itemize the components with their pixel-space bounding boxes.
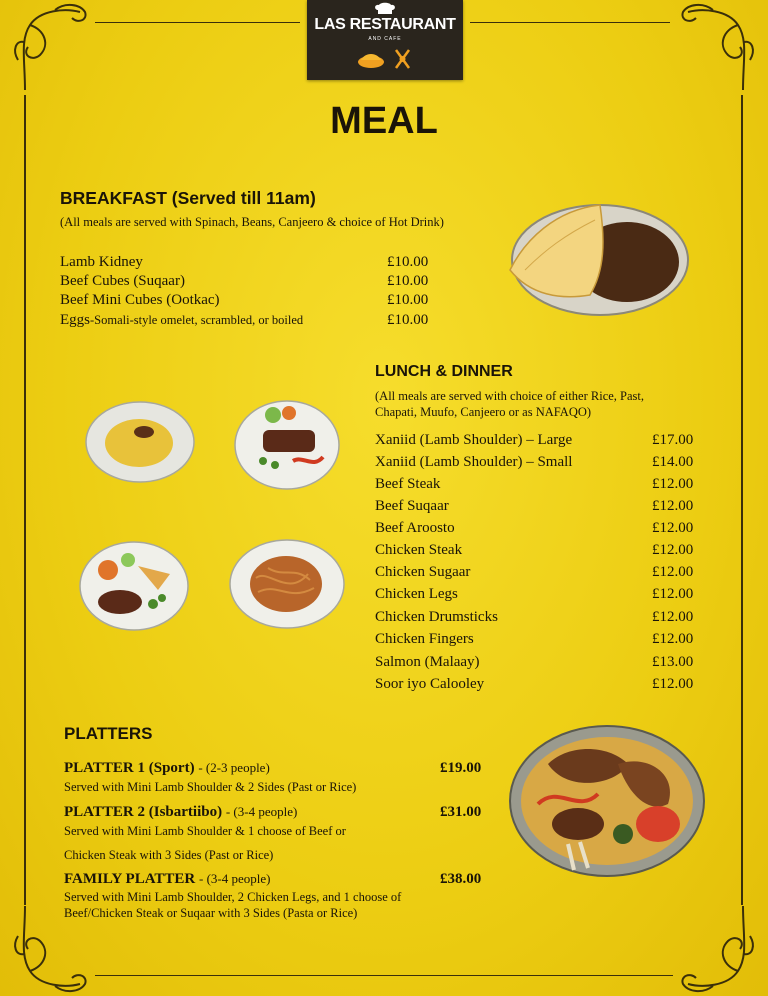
item-price: £12.00 xyxy=(652,586,694,602)
breakfast-dish-image xyxy=(505,200,690,318)
logo-subtitle: AND CAFE xyxy=(368,36,402,42)
corner-flourish-top-right-icon xyxy=(668,0,758,90)
lunch-item xyxy=(375,609,700,626)
breakfast-heading: BREAKFAST (Served till 11am) xyxy=(60,188,316,208)
platter-title xyxy=(64,871,270,888)
item-name: Soor iyo Calooley xyxy=(375,676,485,692)
lunch-item xyxy=(375,454,700,471)
frame-top-line-right xyxy=(470,22,670,23)
item-name: Xaniid (Lamb Shoulder) – Large xyxy=(375,432,573,448)
item-price: £10.00 xyxy=(387,292,429,308)
frame-top-line-left xyxy=(95,22,300,23)
lunch-item xyxy=(375,654,700,671)
breakfast-item xyxy=(60,273,435,290)
platter-price: £19.00 xyxy=(440,760,482,776)
frame-bottom-line xyxy=(95,975,673,976)
lunch-item xyxy=(375,542,700,559)
item-price: £12.00 xyxy=(652,609,694,625)
item-price: £17.00 xyxy=(652,432,694,448)
logo-name: LAS RESTAURANT xyxy=(314,16,456,33)
item-price: £12.00 xyxy=(652,476,694,492)
breakfast-item xyxy=(60,312,435,329)
item-price: £12.00 xyxy=(652,542,694,558)
breakfast-item xyxy=(60,254,435,271)
frame-left-line xyxy=(24,95,26,905)
platter-description: Served with Mini Lamb Shoulder, 2 Chicken Legs, and 1 choose of Beef/Chicken Steak or Suqaar with 3 Sides (Pasta or Rice) xyxy=(64,890,402,920)
lunch-item xyxy=(375,476,700,493)
item-price: £10.00 xyxy=(387,312,429,328)
breakfast-item xyxy=(60,292,435,309)
platter-title xyxy=(64,760,270,777)
lunch-item xyxy=(375,564,700,581)
item-price: £12.00 xyxy=(652,676,694,692)
food-utensils-icon xyxy=(351,46,421,72)
item-name: Lamb Kidney xyxy=(60,254,143,270)
page-title: MEAL xyxy=(330,100,438,142)
item-name: Beef Suqaar xyxy=(375,498,449,514)
restaurant-logo xyxy=(307,0,463,80)
item-name: Chicken Drumsticks xyxy=(375,609,498,625)
item-detail: -Somali-style omelet, scrambled, or boiled xyxy=(90,313,304,327)
spaghetti-dish-image xyxy=(228,538,346,630)
item-price: £12.00 xyxy=(652,631,694,647)
platter-price: £31.00 xyxy=(440,804,482,820)
item-name: Beef Cubes (Suqaar) xyxy=(60,273,185,289)
frame-right-line xyxy=(741,95,743,905)
platter-name: PLATTER 2 (Isbartiibo) xyxy=(64,804,223,820)
platters-heading: PLATTERS xyxy=(64,724,153,743)
platter-name: FAMILY PLATTER xyxy=(64,871,196,887)
corner-flourish-bottom-right-icon xyxy=(668,906,758,996)
lunch-note: (All meals are served with choice of either Rice, Past, Chapati, Muufo, Canjeero or as NAFAQO) xyxy=(375,389,645,419)
item-name: Beef Aroosto xyxy=(375,520,455,536)
lunch-item xyxy=(375,631,700,648)
item-price: £10.00 xyxy=(387,273,429,289)
platter-description: Served with Mini Lamb Shoulder & 1 choose of Beef or xyxy=(64,824,346,838)
item-price: £12.00 xyxy=(652,498,694,514)
item-name: Chicken Fingers xyxy=(375,631,474,647)
item-price: £14.00 xyxy=(652,454,694,470)
platter-people: - (3-4 people) xyxy=(199,871,271,886)
lunch-heading: LUNCH & DINNER xyxy=(375,363,513,380)
item-name: Eggs xyxy=(60,312,90,328)
mixed-plate-dish-image xyxy=(78,540,190,632)
lunch-item xyxy=(375,676,700,693)
platter-people: - (2-3 people) xyxy=(198,760,270,775)
item-name: Beef Steak xyxy=(375,476,441,492)
item-name: Salmon (Malaay) xyxy=(375,654,480,670)
item-price: £13.00 xyxy=(652,654,694,670)
platter-title xyxy=(64,804,297,821)
lunch-item xyxy=(375,498,700,515)
rice-dish-image xyxy=(84,400,196,484)
corner-flourish-top-left-icon xyxy=(10,0,100,90)
lamb-steak-dish-image xyxy=(233,395,341,491)
item-price: £12.00 xyxy=(652,520,694,536)
platter-description: Served with Mini Lamb Shoulder & 2 Sides (Past or Rice) xyxy=(64,780,357,794)
item-name: Beef Mini Cubes (Ootkac) xyxy=(60,292,220,308)
item-name: Chicken Legs xyxy=(375,586,458,602)
lunch-item xyxy=(375,432,700,449)
breakfast-note: (All meals are served with Spinach, Beans, Canjeero & choice of Hot Drink) xyxy=(60,215,444,229)
chef-hat-icon xyxy=(373,2,397,16)
lunch-item xyxy=(375,586,700,603)
item-name: Xaniid (Lamb Shoulder) – Small xyxy=(375,454,573,470)
platter-description-line2: Chicken Steak with 3 Sides (Past or Rice) xyxy=(64,848,274,862)
item-name: Chicken Steak xyxy=(375,542,463,558)
item-name: Chicken Sugaar xyxy=(375,564,471,580)
platter-dish-image xyxy=(508,724,706,878)
item-price: £10.00 xyxy=(387,254,429,270)
item-price: £12.00 xyxy=(652,564,694,580)
platter-name: PLATTER 1 (Sport) xyxy=(64,760,195,776)
platter-price: £38.00 xyxy=(440,871,482,887)
platter-people: - (3-4 people) xyxy=(225,804,298,819)
lunch-item xyxy=(375,520,700,537)
